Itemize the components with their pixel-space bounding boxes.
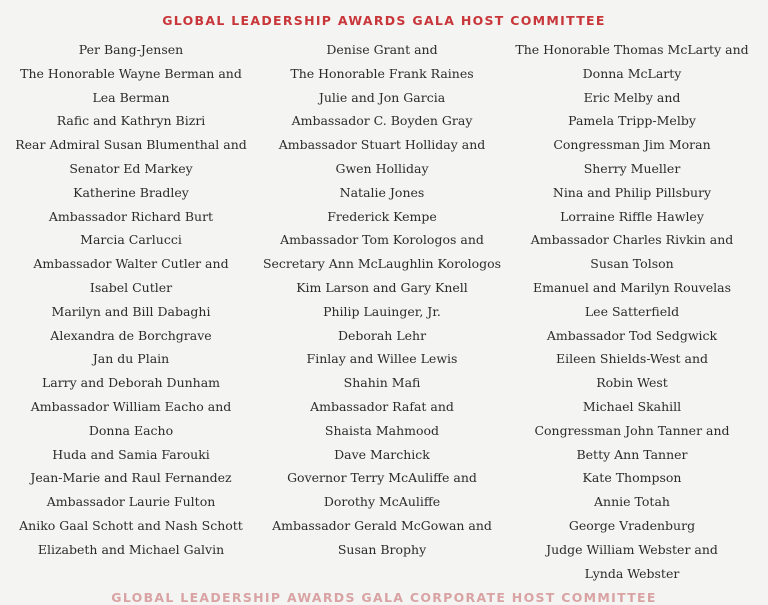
committee-member-line: Congressman Jim Moran [553,137,711,153]
committee-member-line: Donna Eacho [88,422,174,438]
committee-column-1 [13,38,249,562]
committee-member-line: Frederick Kempe [327,208,437,224]
committee-member-line: Pamela Tripp-Melby [568,113,696,129]
committee-member-line: Alexandra de Borchgrave [50,327,212,343]
committee-member-line: Sherry Mueller [583,160,681,176]
committee-member-line: Dave Marchick [334,446,430,462]
committee-member-line: Jean-Marie and Raul Fernandez [30,470,232,486]
committee-member-line: Ambassador C. Boyden Gray [291,113,473,129]
committee-member-line: Emanuel and Marilyn Rouvelas [533,279,731,295]
committee-member-line: The Honorable Wayne Berman and [20,65,242,81]
committee-member-line: Lynda Webster [584,565,680,581]
committee-member-line: Deborah Lehr [337,327,427,343]
committee-member-line: Ambassador William Eacho and [30,398,232,414]
committee-member-line: Huda and Samia Farouki [52,446,210,462]
committee-member-line: Senator Ed Markey [69,160,193,176]
committee-member-line: Per Bang-Jensen [78,42,184,57]
committee-member-line: Kim Larson and Gary Knell [296,279,468,295]
committee-member-line: Aniko Gaal Schott and Nash Schott [19,517,243,533]
committee-member-line: Ambassador Charles Rivkin and [530,232,734,248]
committee-member-line: Finlay and Willee Lewis [306,351,458,367]
committee-member-line: Larry and Deborah Dunham [41,375,221,391]
committee-member-line: Ambassador Tom Korologos and [280,232,484,248]
committee-member-line: The Honorable Thomas McLarty and [515,42,749,57]
committee-member-line: Gwen Holliday [335,160,429,176]
committee-member-line: Nina and Philip Pillsbury [552,184,712,200]
committee-member-line: Ambassador Richard Burt [48,208,214,224]
committee-member-line: Lorraine Riffle Hawley [560,208,704,224]
committee-member-line: Jan du Plain [92,351,170,367]
committee-member-line: Ambassador Tod Sedgwick [546,327,718,343]
committee-member-line: Susan Tolson [590,256,674,272]
committee-member-line: The Honorable Frank Raines [290,65,474,81]
committee-member-line: Dorothy McAuliffe [323,494,441,510]
committee-member-line: Natalie Jones [339,184,425,200]
committee-member-line: George Vradenburg [568,517,696,533]
committee-member-line: Judge William Webster and [546,541,718,557]
committee-member-line: Donna McLarty [582,65,682,81]
committee-member-line: Philip Lauinger, Jr. [323,303,441,319]
committee-member-line: Susan Brophy [337,541,427,557]
committee-member-line: Julie and Jon Garcia [318,89,446,105]
committee-member-line: Rafic and Kathryn Bizri [56,113,206,129]
committee-member-line: Ambassador Rafat and [310,398,454,414]
committee-column-2 [262,38,502,562]
committee-member-line: Eileen Shields-West and [555,351,709,367]
committee-member-line: Kate Thompson [582,470,682,486]
next-section-title: GLOBAL LEADERSHIP AWARDS GALA CORPORATE HOST COMMITTEE [111,590,657,605]
committee-member-line: Shaista Mahmood [324,422,440,438]
committee-member-line: Rear Admiral Susan Blumenthal and [15,137,247,153]
committee-member-line: Governor Terry McAuliffe and [287,470,477,486]
committee-member-line: Denise Grant and [326,42,438,57]
committee-member-line: Secretary Ann McLaughlin Korologos [262,256,502,272]
committee-member-line: Marilyn and Bill Dabaghi [51,303,211,319]
committee-member-line: Eric Melby and [583,89,681,105]
committee-member-line: Marcia Carlucci [80,232,182,248]
committee-member-line: Isabel Cutler [89,279,173,295]
committee-member-line: Ambassador Walter Cutler and [33,256,229,272]
committee-member-line: Ambassador Stuart Holliday and [278,137,486,153]
committee-member-line: Shahin Mafi [343,375,421,391]
committee-member-line: Annie Totah [594,494,670,510]
committee-member-line: Michael Skahill [582,398,682,414]
committee-member-line: Robin West [596,375,668,391]
committee-member-line: Ambassador Gerald McGowan and [272,517,492,533]
committee-column-3 [512,38,752,585]
committee-member-line: Elizabeth and Michael Galvin [37,541,225,557]
committee-member-line: Ambassador Laurie Fulton [46,494,216,510]
committee-member-line: Lee Satterfield [584,303,680,319]
committee-member-line: Betty Ann Tanner [576,446,688,462]
committee-member-line: Congressman John Tanner and [534,422,730,438]
committee-member-line: Lea Berman [92,89,170,105]
committee-member-line: Katherine Bradley [73,184,189,200]
page-title: GLOBAL LEADERSHIP AWARDS GALA HOST COMMITTEE [162,13,606,28]
